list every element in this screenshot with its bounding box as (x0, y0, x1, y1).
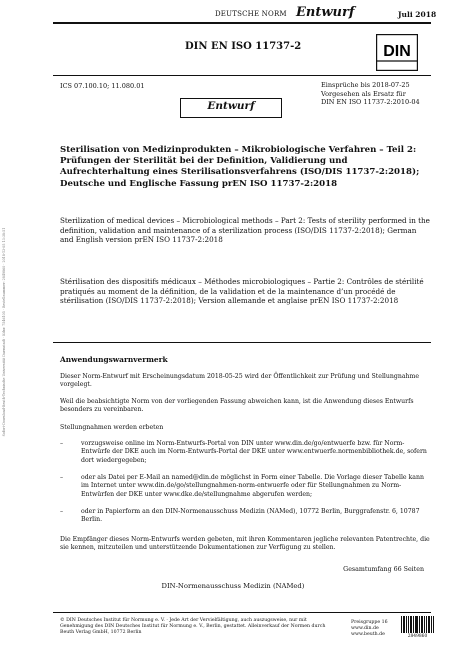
din-logo (376, 34, 418, 71)
notice-paragraph-3: Stellungnahmen werden erbeten (60, 424, 164, 431)
header-date: Juli 2018 (398, 10, 437, 19)
standard-number: DIN EN ISO 11737-2 (185, 41, 302, 52)
footer-copyright: © DIN Deutsches Institut für Normung e. V. · Jede Art der Vervielfältigung, auch auszugsweise, nur mit Genehmigung des DIN Deutsches Institut für Normung e. V., Berlin, gestattet. Alleinverkauf der Normen durch Beuth Verlag GmbH, 10772 Berlin (60, 618, 326, 636)
objections-deadline: Einsprüche bis 2018-07-25 (321, 81, 410, 89)
replaced-standard: DIN EN ISO 11737-2:2010-04 (321, 98, 420, 106)
notice-paragraph-2: Weil die beabsichtigte Norm von der vorliegenden Fassung abweichen kann, ist die Anwendung dieses Entwurfs besonders zu vereinbaren. (60, 398, 414, 414)
header-rule (53, 22, 431, 24)
notice-paragraph-4: Die Empfänger dieses Norm-Entwurfs werden gebeten, mit ihren Kommentaren jegliche relevanten Patentrechte, die sie kennen, mitzuteilen und unterstützende Dokumentationen zur Verfügung zu stellen. (60, 536, 430, 552)
footer-rule (53, 612, 431, 613)
barcode-graphic (400, 616, 435, 633)
draft-label: Entwurf (207, 100, 255, 112)
ics-codes: ICS 07.100.10; 11.080.01 (60, 82, 145, 90)
header-status: Entwurf (296, 5, 355, 20)
list-dash: – (60, 474, 64, 481)
footer-url-beuth: www.beuth.de (351, 632, 385, 638)
download-watermark: Sofort-Download-Beuth-Technische Universität Darmstadt · Kdnr. 7546105 · Bestellnummer: 2849860 · 2018-12-05 13:38:51 (2, 227, 6, 437)
notice-paragraph-1: Dieser Norm-Entwurf mit Erscheinungsdatum 2018-05-25 wird der Öffentlichkeit zur Prüfung und Stellungnahme vorgelegt. (60, 373, 420, 389)
barcode-number: 2849860 (407, 634, 428, 639)
title-english: Sterilization of medical devices – Microbiological methods – Part 2: Tests of sterility performed in the definition, validation and maintenance of a sterilization process (ISO/DIS 11737-2:2018); German and English version prEN ISO 11737-2:2018 (60, 216, 430, 245)
title-german: Sterilisation von Medizinprodukten – Mikrobiologische Verfahren – Teil 2: Prüfungen der Sterilität bei der Definition, Validierung und Aufrechterhaltung eines Sterilisationsverfahrens (ISO/DIS 11737-2:2018); Deutsche und Englische Fassung prEN ISO 11737-2:2018 (60, 145, 420, 189)
list-item-text: oder in Papierform an den DIN-Normenausschuss Medizin (NAMed), 10772 Berlin, Burggrafenstr. 6, 10787 Berlin. (81, 508, 420, 524)
committee: DIN-Normenausschuss Medizin (NAMed) (161, 582, 305, 590)
notice-title: Anwendungswarnvermerk (60, 355, 168, 364)
section-rule (53, 342, 431, 343)
header-publisher: DEUTSCHE NORM (215, 10, 287, 18)
price-group: Preisgruppe 16 (351, 620, 388, 625)
list-item-text: vorzugsweise online im Norm-Entwurfs-Portal von DIN unter www.din.de/go/entwuerfe bzw. für Norm-Entwürfe der DKE auch im Norm-Entwurfs-Portal der DKE unter www.entwuerfe.normenbibliothek.de, sofern dort wiedergegeben; (81, 440, 427, 464)
replaces-label: Vorgesehen als Ersatz für (321, 89, 406, 98)
replacement-info (321, 81, 420, 107)
list-dash: – (60, 508, 64, 515)
list-item-text: oder als Datei per E-Mail an named@din.de möglichst in Form einer Tabelle. Die Vorlage dieser Tabelle kann im Internet unter www.din.de/go/stellungnahmen-norm-entwuerfe oder für Stellungnahmen zu Norm-Entwürfen der DKE unter www.dke.de/stellungnahme abgerufen werden; (81, 474, 424, 498)
barcode-block (400, 616, 435, 642)
total-pages: Gesamtumfang 66 Seiten (343, 566, 424, 573)
svg-text:DIN: DIN (383, 43, 411, 60)
din-logo-graphic (376, 34, 418, 71)
list-dash: – (60, 440, 64, 447)
footer-pricing (351, 620, 391, 638)
footer-url-din: www.din.de (351, 626, 379, 632)
top-rule (53, 75, 431, 76)
title-french: Stérilisation des dispositifs médicaux – Méthodes microbiologiques – Partie 2: Contrôles de stérilité pratiqués au moment de la définition, de la validation et de la maintenance d’un procédé de stérilisation (ISO/DIS 11737-2:2018); Version allemande et anglaise prEN ISO 11737-2:2018 (60, 277, 424, 306)
